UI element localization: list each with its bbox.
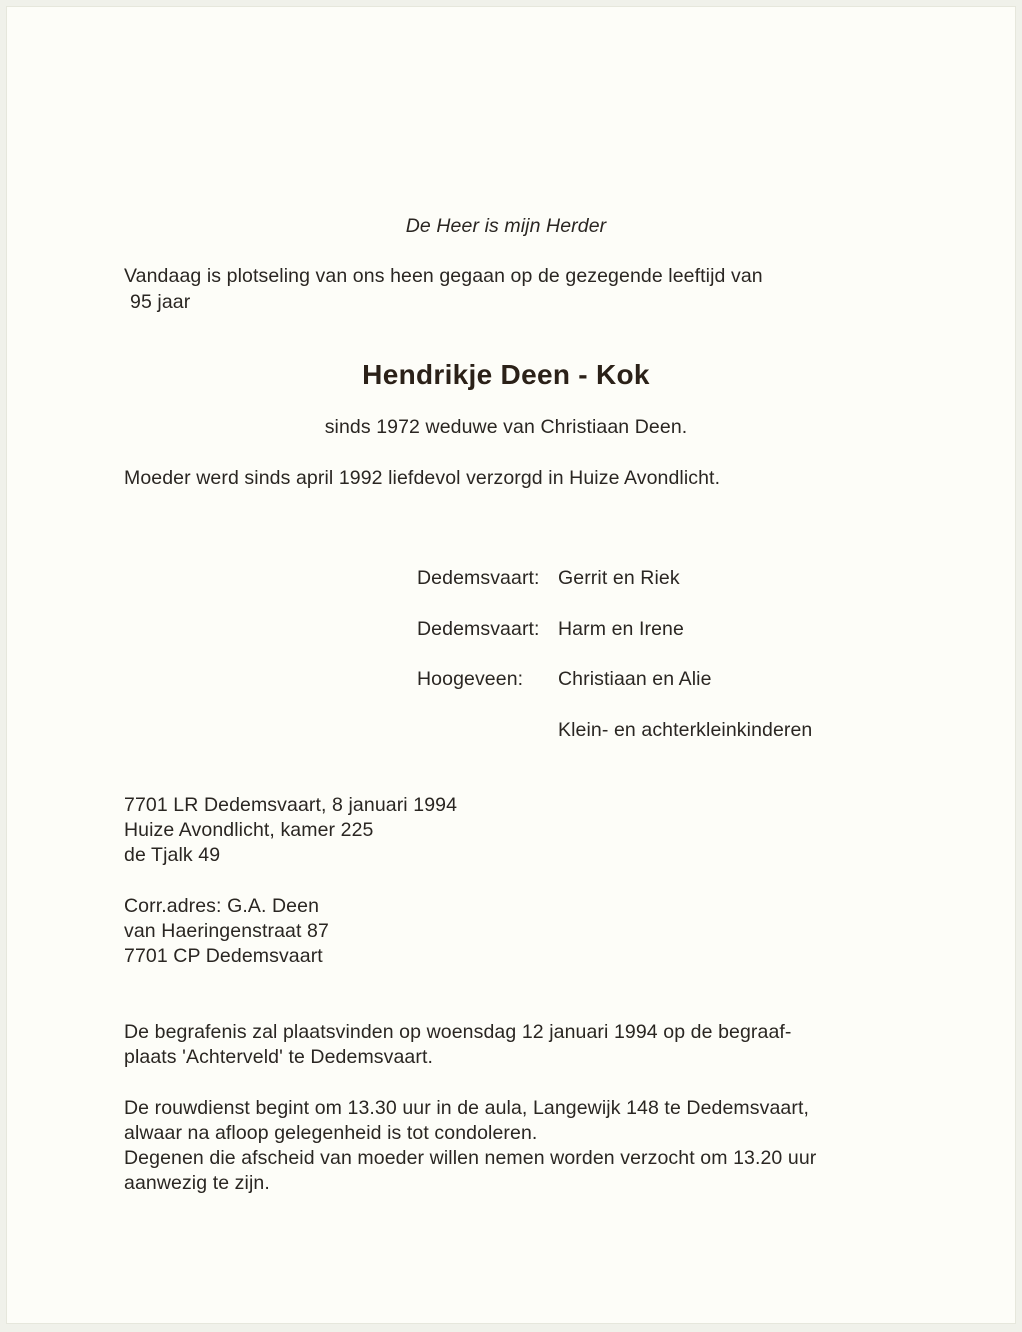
motto: De Heer is mijn Herder [405, 215, 607, 237]
care-line: Moeder werd sinds april 1992 liefdevol verzorgd in Huize Avondlicht. [124, 467, 721, 489]
correspondence-line-2: van Haeringenstraat 87 [124, 920, 329, 942]
correspondence-line-1: Corr.adres: G.A. Deen [124, 895, 320, 917]
service-line-4: aanwezig te zijn. [124, 1172, 270, 1194]
funeral-line-1: De begrafenis zal plaatsvinden op woensdag 12 januari 1994 op de begraaf- [124, 1021, 792, 1043]
service-line-1: De rouwdienst begint om 13.30 uur in de aula, Langewijk 148 te Dedemsvaart, [124, 1097, 809, 1119]
family-names: Klein- en achterkleinkinderen [558, 719, 813, 741]
correspondence-line-3: 7701 CP Dedemsvaart [124, 945, 323, 967]
family-names: Harm en Irene [558, 618, 684, 640]
service-line-3: Degenen die afscheid van moeder willen nemen worden verzocht om 13.20 uur [124, 1147, 817, 1169]
address-line-1: 7701 LR Dedemsvaart, 8 januari 1994 [124, 794, 458, 816]
family-place: Dedemsvaart: [417, 618, 540, 640]
family-names: Christiaan en Alie [558, 668, 712, 690]
funeral-line-2: plaats 'Achterveld' te Dedemsvaart. [124, 1046, 434, 1068]
address-line-3: de Tjalk 49 [124, 844, 221, 866]
announcement-line-1: Vandaag is plotseling van ons heen gegaan op de gezegende leeftijd van [124, 265, 763, 287]
address-line-2: Huize Avondlicht, kamer 225 [124, 819, 374, 841]
widow-line: sinds 1972 weduwe van Christiaan Deen. [324, 416, 688, 438]
family-place: Hoogeveen: [417, 668, 524, 690]
obituary-card [6, 6, 1016, 1324]
service-line-2: alwaar na afloop gelegenheid is tot condoleren. [124, 1122, 538, 1144]
family-place: Dedemsvaart: [417, 567, 540, 589]
family-names: Gerrit en Riek [558, 567, 680, 589]
announcement-line-2: 95 jaar [130, 291, 191, 313]
deceased-name: Hendrikje Deen - Kok [362, 359, 650, 390]
